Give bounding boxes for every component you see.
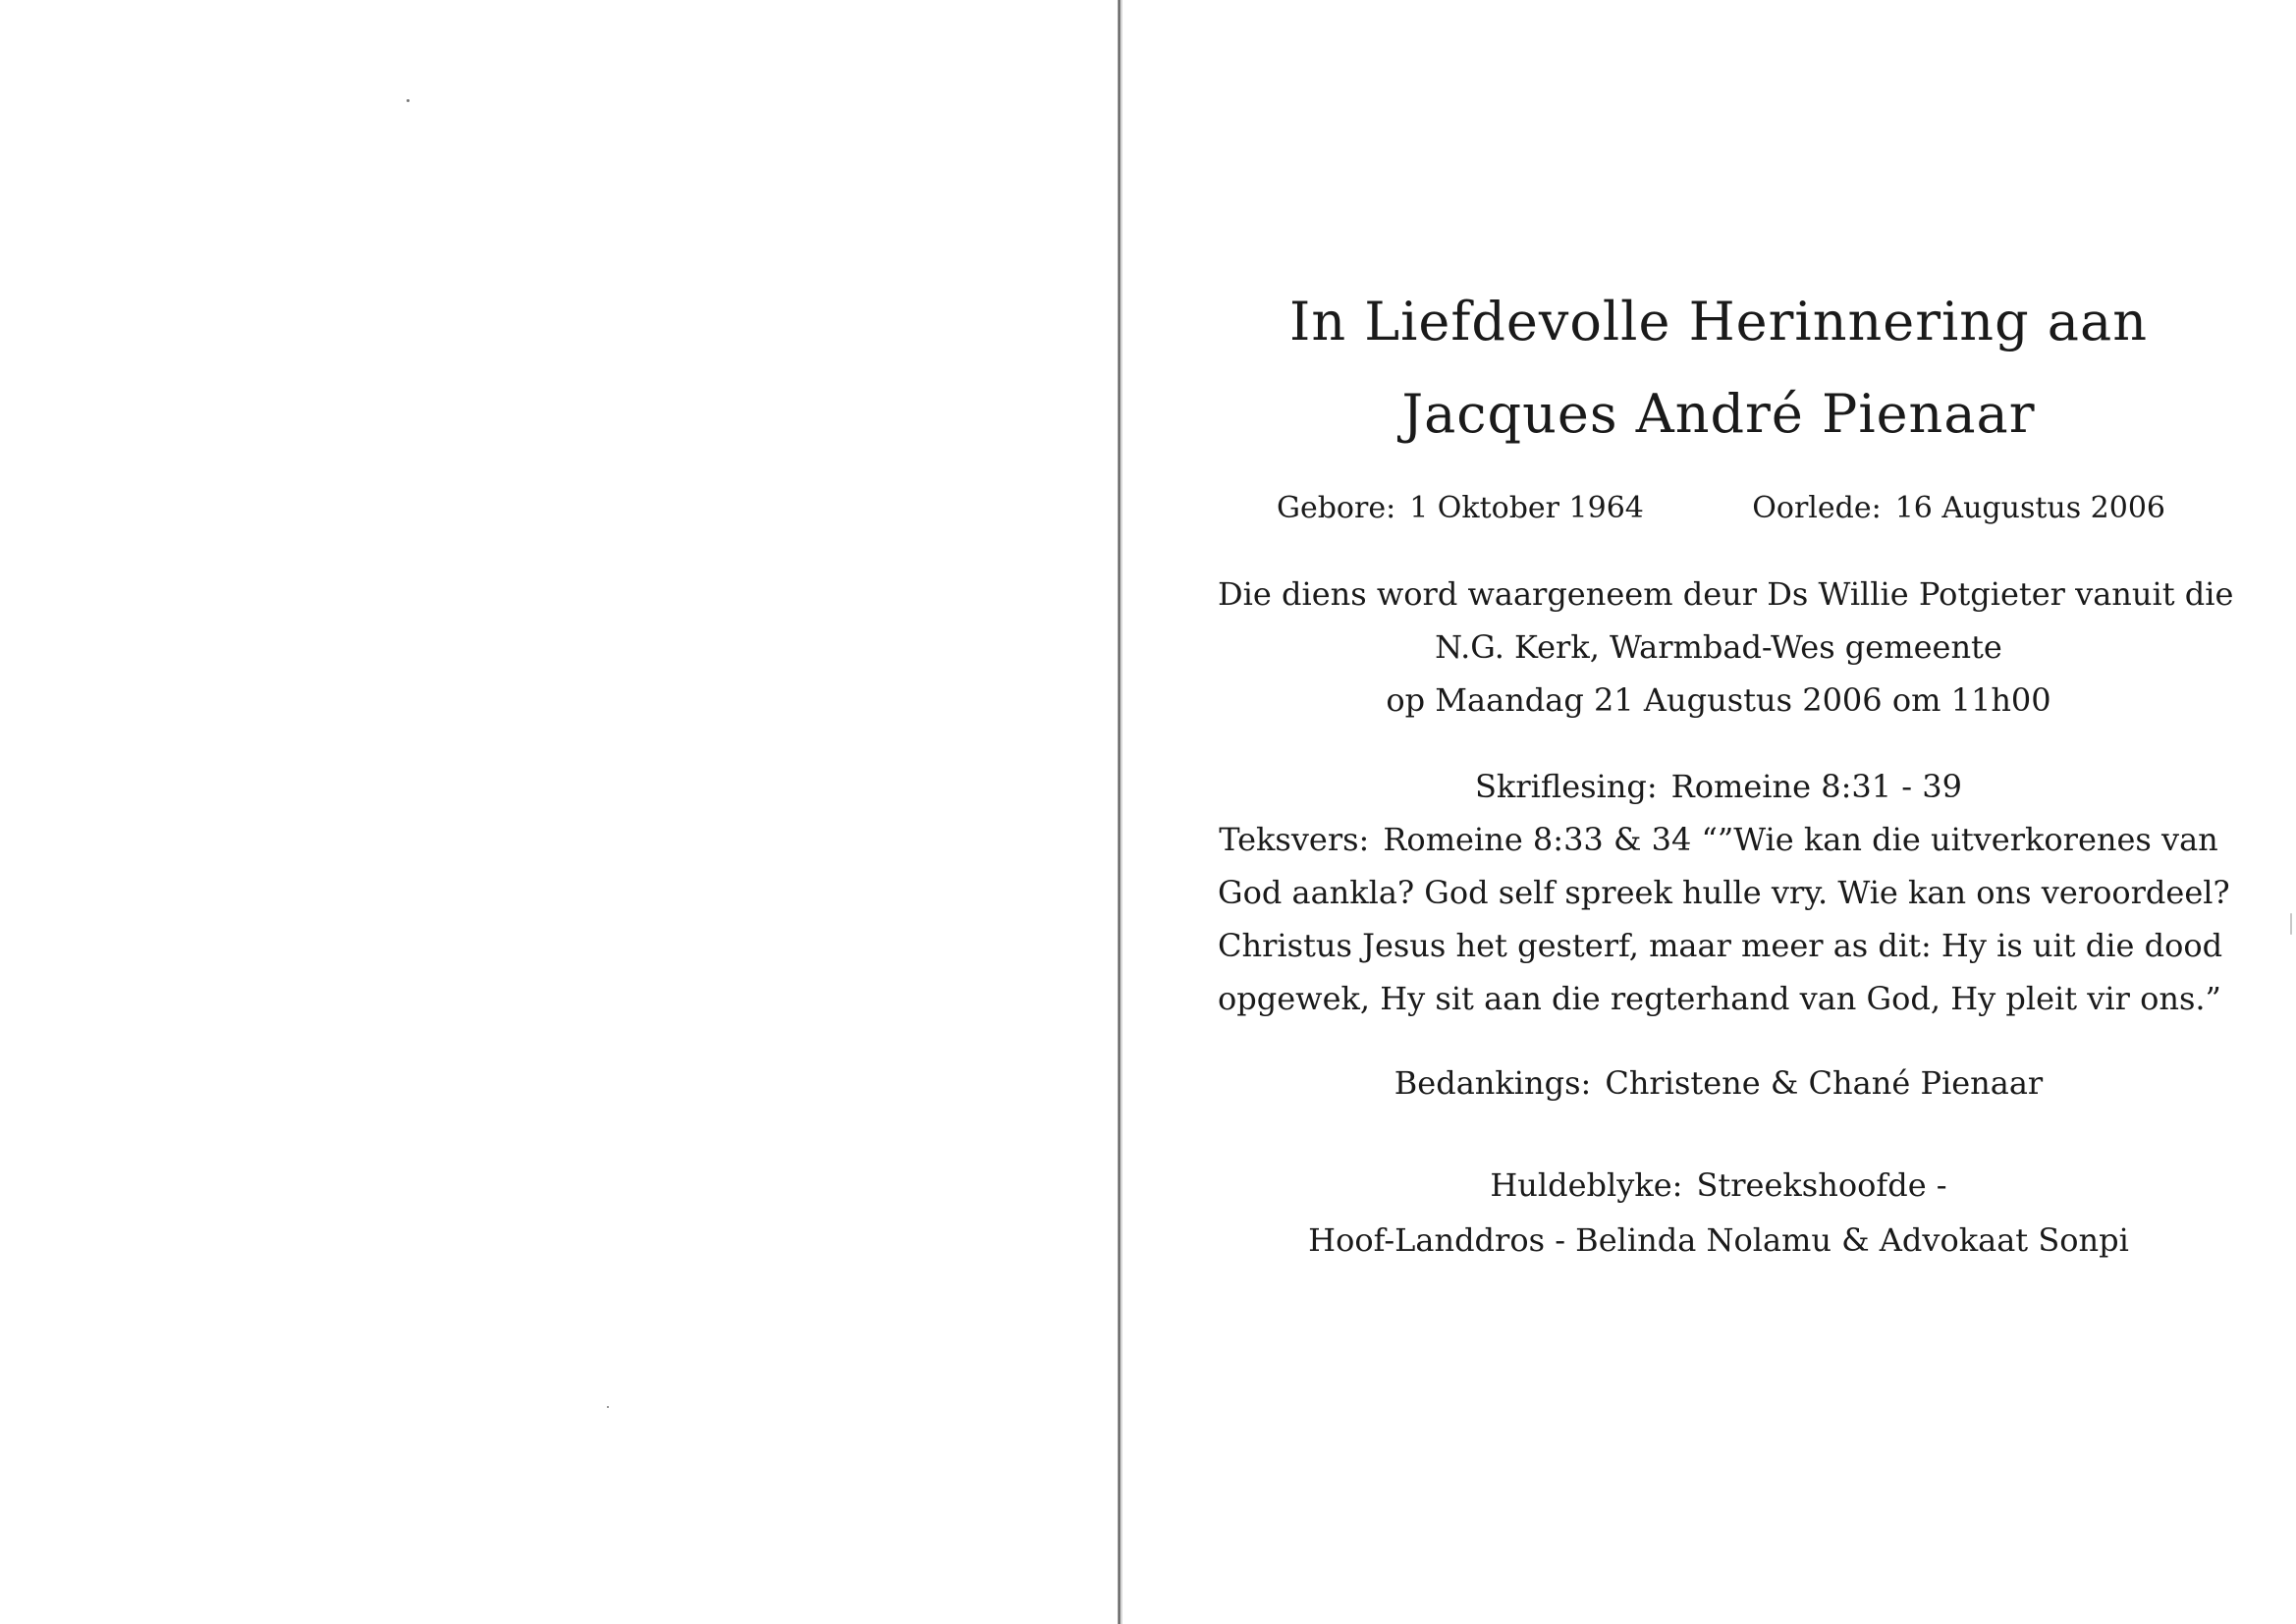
death-date	[1752, 491, 2165, 525]
memorial-page	[1218, 0, 2234, 1624]
scripture-value: Romeine 8:31 - 39	[1670, 768, 1962, 805]
service-line-3: op Maandag 21 Augustus 2006 om 11h00	[1386, 681, 2051, 719]
scripture-label: Skriflesing:	[1475, 768, 1658, 805]
birth-label: Gebore:	[1277, 491, 1396, 525]
text-verse-value: Romeine 8:33 & 34 “”Wie kan die uitverkorenes van	[1383, 821, 2218, 858]
deceased-name: Jacques André Pienaar	[1401, 383, 2036, 445]
birth-value: 1 Oktober 1964	[1409, 491, 1644, 525]
text-verse-line-4: opgewek, Hy sit aan die regterhand van God, Hy pleit vir ons.”	[1218, 980, 2221, 1017]
heading-line-1: In Liefdevolle Herinnering aan	[1289, 291, 2148, 352]
thanks-value: Christene & Chané Pienaar	[1605, 1064, 2044, 1102]
page-fold-line	[1118, 0, 1121, 1624]
text-verse-line-1	[1218, 821, 2219, 858]
dates-row	[1277, 491, 2165, 534]
death-value: 16 Augustus 2006	[1894, 491, 2165, 525]
birth-date	[1277, 491, 1644, 525]
text-verse-line-2: God aankla? God self spreek hulle vry. Wie kan ons veroordeel?	[1218, 874, 2230, 911]
text-verse-line-3: Christus Jesus het gesterf, maar meer as dit: Hy is uit die dood	[1218, 927, 2223, 964]
paper-speck	[407, 99, 410, 102]
paper-speck	[607, 1406, 609, 1408]
service-line-2: N.G. Kerk, Warmbad-Wes gemeente	[1435, 628, 2002, 666]
tributes-value: Streekshoofde -	[1696, 1166, 1947, 1204]
paper-mark	[2290, 913, 2292, 935]
thanks-label: Bedankings:	[1394, 1064, 1592, 1102]
text-verse-label: Teksvers:	[1219, 821, 1370, 858]
scripture-reading	[1218, 768, 2219, 805]
tributes-label: Huldeblyke:	[1490, 1166, 1683, 1204]
service-line-1: Die diens word waargeneem deur Ds Willie Potgieter vanuit die	[1218, 575, 2234, 613]
tributes-line-1	[1218, 1166, 2219, 1204]
thanks-line	[1218, 1064, 2219, 1102]
tributes-line-2: Hoof-Landdros - Belinda Nolamu & Advokaat Sonpi	[1308, 1221, 2129, 1259]
death-label: Oorlede:	[1752, 491, 1882, 525]
